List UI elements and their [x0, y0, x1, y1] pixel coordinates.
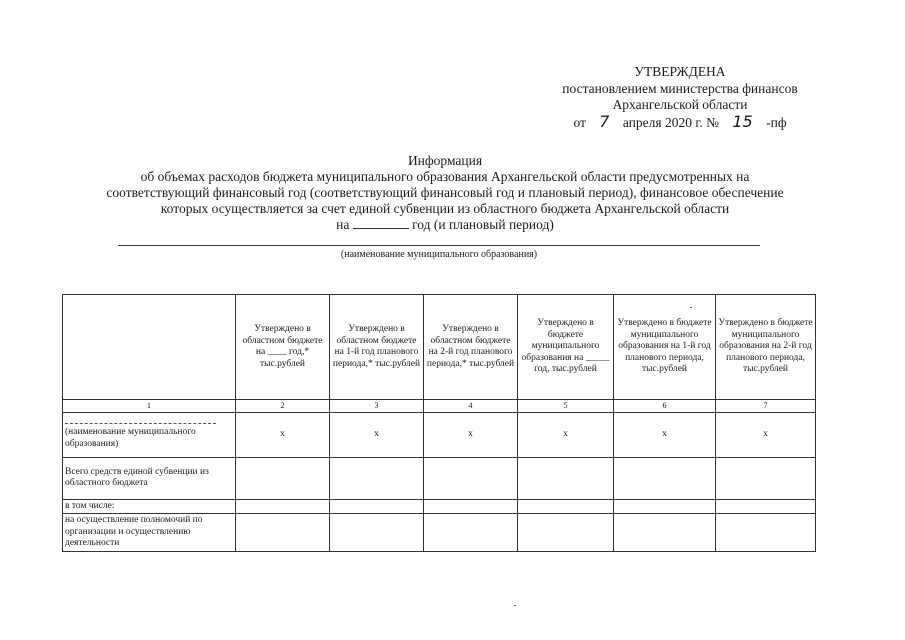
- name-dash-line: [65, 423, 216, 424]
- table-cell: [236, 457, 330, 499]
- table-cell: [716, 457, 816, 499]
- approval-date-prefix: от: [573, 114, 586, 130]
- municipality-caption: (наименование муниципального образования): [340, 249, 538, 260]
- table-cell: [424, 457, 518, 499]
- col-number: 3: [330, 400, 424, 413]
- header-col-4: Утверждено в областном бюджете на 2-й год планового периода,* тыс.рублей: [424, 295, 518, 400]
- row-label-total: Всего средств единой субвенции из областного бюджета: [63, 457, 236, 499]
- title-heading: Информация: [407, 153, 483, 168]
- municipality-name-line: [118, 245, 760, 246]
- title-line-4-suffix: год (и плановый период): [412, 217, 554, 232]
- title-line-4-prefix: на: [336, 217, 350, 232]
- approval-suffix: -пф: [766, 114, 787, 130]
- table-header-row: [63, 295, 816, 400]
- col-number: 6: [614, 400, 716, 413]
- table-cell: [236, 514, 330, 552]
- x-mark: x: [236, 412, 330, 457]
- table-cell: [614, 499, 716, 514]
- title-line-3: которых осуществляется за счет единой субвенции из областного бюджета Архангельской области: [160, 201, 730, 216]
- header-col-5: Утверждено в бюджете муниципального образования на _____ год, тыс.рублей: [518, 295, 614, 400]
- approval-month-year: апреля 2020 г. №: [622, 114, 719, 130]
- approval-line-2: постановлением министерства финансов: [562, 80, 798, 96]
- document-title: [70, 153, 820, 233]
- x-mark: x: [424, 412, 518, 457]
- table-row: [63, 514, 816, 552]
- table-cell: [424, 514, 518, 552]
- table-row: [63, 412, 816, 457]
- scan-speck: [690, 307, 692, 308]
- column-numbers-row: [63, 400, 816, 413]
- year-blank: [353, 218, 409, 229]
- table-cell: [424, 499, 518, 514]
- col-number: 2: [236, 400, 330, 413]
- x-mark: x: [518, 412, 614, 457]
- row-label-text: (наименование муниципального образования): [65, 427, 196, 449]
- approval-day: 7: [599, 111, 610, 131]
- title-line-2: соответствующий финансовый год (соответствующий финансовый год и плановый период), финансовое обеспечение: [106, 185, 784, 200]
- approval-line-3: Архангельской области: [612, 97, 748, 112]
- table-row: [63, 457, 816, 499]
- x-mark: x: [716, 412, 816, 457]
- row-label-municipality: [63, 412, 236, 457]
- table-cell: [716, 514, 816, 552]
- table-cell: [614, 514, 716, 552]
- col-number: 1: [63, 400, 236, 413]
- col-number: 5: [518, 400, 614, 413]
- table-cell: [236, 499, 330, 514]
- title-line-4: [70, 217, 820, 233]
- x-mark: x: [614, 412, 716, 457]
- header-col-6: Утверждено в бюджете муниципального образования на 1-й год планового периода, тыс.рублей: [614, 295, 716, 400]
- scan-speck: [514, 605, 516, 606]
- table-cell: [518, 499, 614, 514]
- table-cell: [330, 514, 424, 552]
- budget-table: [62, 294, 816, 552]
- header-col-1: [63, 295, 236, 400]
- approval-block: [545, 64, 815, 131]
- title-line-1: об объемах расходов бюджета муниципального образования Архангельской области предусмотренных на: [140, 169, 750, 184]
- col-number: 7: [716, 400, 816, 413]
- col-number: 4: [424, 400, 518, 413]
- table-cell: [330, 457, 424, 499]
- header-col-7: Утверждено в бюджете муниципального образования на 2-й год планового периода, тыс.рублей: [716, 295, 816, 400]
- table-cell: [330, 499, 424, 514]
- x-mark: x: [330, 412, 424, 457]
- table-cell: [518, 457, 614, 499]
- header-col-3: Утверждено в областном бюджете на 1-й год планового периода,* тыс.рублей: [330, 295, 424, 400]
- row-label-powers: на осуществление полномочий по организации и осуществлению деятельности: [63, 514, 236, 552]
- approval-date-line: [545, 111, 815, 132]
- approval-number: 15: [732, 111, 753, 131]
- row-label-including: в том числе:: [63, 499, 236, 514]
- table-cell: [716, 499, 816, 514]
- table-cell: [614, 457, 716, 499]
- approval-title: УТВЕРЖДЕНА: [634, 64, 726, 79]
- header-col-2: Утверждено в областном бюджете на ____ год,* тыс.рублей: [236, 295, 330, 400]
- table-row: [63, 499, 816, 514]
- table-cell: [518, 514, 614, 552]
